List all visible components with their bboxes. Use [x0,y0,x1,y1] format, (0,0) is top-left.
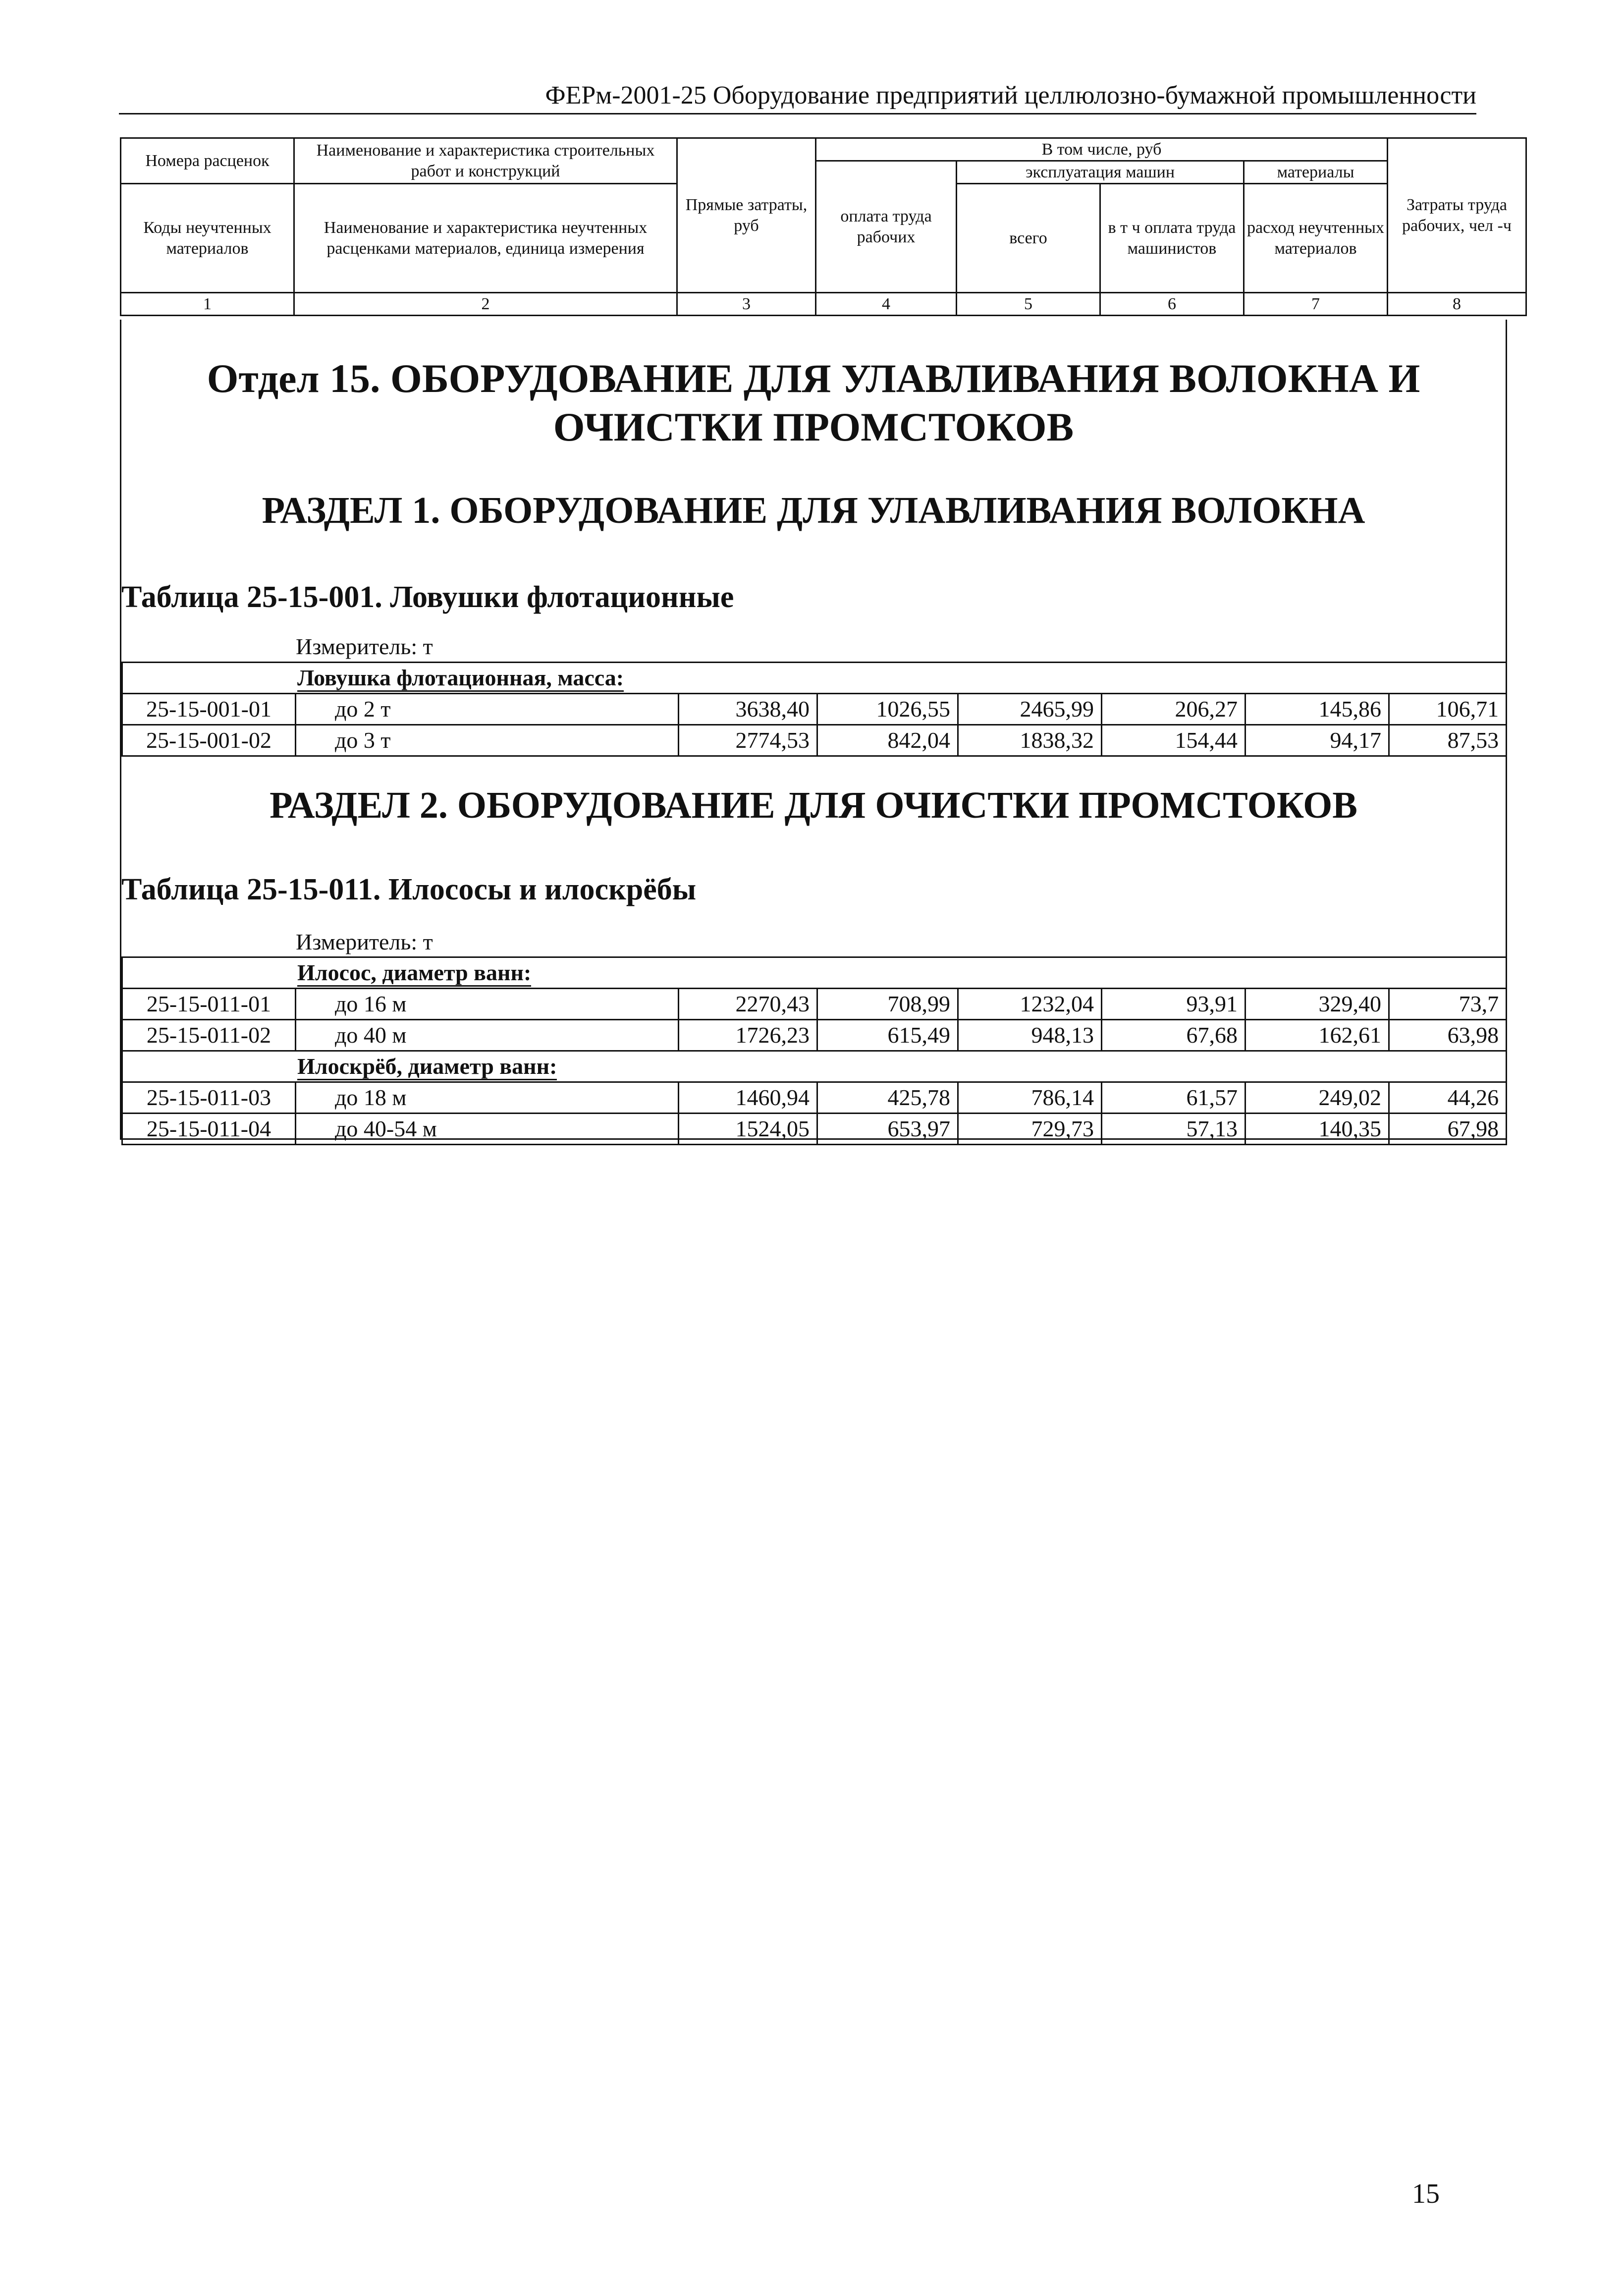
group-label: Илоскрёб, диаметр ванн: [297,1054,557,1080]
col-number: 8 [1388,293,1526,316]
machines-total: 786,14 [958,1082,1102,1114]
col-number: 6 [1100,293,1244,316]
table-row [122,989,1507,1020]
labor-pay: 653,97 [817,1114,958,1145]
section1-title: РАЗДЕЛ 1. ОБОРУДОВАНИЕ ДЛЯ УЛАВЛИВАНИЯ ВОЛОКНА [262,490,1365,531]
operators-pay: 93,91 [1102,989,1245,1020]
table1-measure: Измеритель: т [296,634,433,659]
table-row [122,1020,1507,1051]
labor-hours: 44,26 [1389,1082,1507,1114]
header-labor-pay: оплата труда рабочих [816,161,957,293]
header-unaccounted-codes: Коды неучтенных материалов [121,184,294,293]
header-machine-operation: эксплуатация машин [957,161,1244,184]
rate-name: до 3 т [296,725,679,756]
header-including: В том числе, руб [816,138,1388,161]
table-group-row [122,957,1507,989]
column-header-table [120,137,1527,316]
direct-cost: 1726,23 [679,1020,817,1051]
table-group-row [122,663,1507,694]
rate-name: до 2 т [296,694,679,725]
rate-name: до 16 м [296,989,679,1020]
header-labor-costs: Затраты труда рабочих, чел -ч [1388,138,1526,293]
table1-title: Таблица 25-15-001. Ловушки флотационные [121,580,734,614]
header-machines-total: всего [957,184,1100,293]
labor-hours: 73,7 [1389,989,1507,1020]
group-label: Ловушка флотационная, масса: [297,665,624,692]
materials: 329,40 [1245,989,1389,1020]
labor-hours: 106,71 [1389,694,1507,725]
labor-pay: 708,99 [817,989,958,1020]
header-direct-costs: Прямые затраты, руб [677,138,816,293]
rate-code: 25-15-011-02 [122,1020,296,1051]
section2-title: РАЗДЕЛ 2. ОБОРУДОВАНИЕ ДЛЯ ОЧИСТКИ ПРОМСТОКОВ [270,784,1357,826]
labor-pay: 842,04 [817,725,958,756]
labor-pay: 425,78 [817,1082,958,1114]
machines-total: 729,73 [958,1114,1102,1145]
table2-title: Таблица 25-15-011. Илососы и илоскрёбы [121,873,697,906]
operators-pay: 206,27 [1102,694,1245,725]
col-number: 4 [816,293,957,316]
machines-total: 1838,32 [958,725,1102,756]
operators-pay: 67,68 [1102,1020,1245,1051]
rate-code: 25-15-011-04 [122,1114,296,1145]
header-unaccounted-name: Наименование и характеристика неучтенных расценками материалов, единица измерения [294,184,677,293]
direct-cost: 2270,43 [679,989,817,1020]
header-materials: материалы [1244,161,1388,184]
rate-name: до 18 м [296,1082,679,1114]
col-number: 2 [294,293,677,316]
division-title: Отдел 15. ОБОРУДОВАНИЕ ДЛЯ УЛАВЛИВАНИЯ ВОЛОКНА И ОЧИСТКИ ПРОМСТОКОВ [207,356,1420,449]
machines-total: 1232,04 [958,989,1102,1020]
header-rate-numbers: Номера расценок [121,138,294,184]
materials: 249,02 [1245,1082,1389,1114]
col-number: 5 [957,293,1100,316]
direct-cost: 1524,05 [679,1114,817,1145]
rate-code: 25-15-011-01 [122,989,296,1020]
labor-hours: 87,53 [1389,725,1507,756]
group-label: Илосос, диаметр ванн: [297,960,531,987]
machines-total: 2465,99 [958,694,1102,725]
col-number: 3 [677,293,816,316]
table2 [121,956,1507,1145]
machines-total: 948,13 [958,1020,1102,1051]
table-row [122,725,1507,756]
rate-code: 25-15-001-02 [122,725,296,756]
operators-pay: 154,44 [1102,725,1245,756]
running-header: ФЕРм-2001-25 Оборудование предприятий целлюлозно-бумажной промышленности [119,78,1476,114]
rate-name: до 40 м [296,1020,679,1051]
content-box [120,320,1507,1140]
operators-pay: 61,57 [1102,1082,1245,1114]
labor-hours: 63,98 [1389,1020,1507,1051]
header-operators-pay: в т ч оплата труда машинистов [1100,184,1244,293]
labor-pay: 615,49 [817,1020,958,1051]
col-number: 1 [121,293,294,316]
table-group-row [122,1051,1507,1082]
table-row [122,1082,1507,1114]
table1 [121,662,1507,757]
header-work-name: Наименование и характеристика строительных работ и конструкций [294,138,677,184]
header-unaccounted-materials: расход неучтенных материалов [1244,184,1388,293]
table2-measure: Измеритель: т [296,929,433,954]
direct-cost: 2774,53 [679,725,817,756]
labor-pay: 1026,55 [817,694,958,725]
direct-cost: 3638,40 [679,694,817,725]
direct-cost: 1460,94 [679,1082,817,1114]
rate-name: до 40-54 м [296,1114,679,1145]
rate-code: 25-15-011-03 [122,1082,296,1114]
materials: 162,61 [1245,1020,1389,1051]
page-number: 15 [1412,2178,1440,2209]
labor-hours: 67,98 [1389,1114,1507,1145]
table-row [122,694,1507,725]
rate-code: 25-15-001-01 [122,694,296,725]
col-number: 7 [1244,293,1388,316]
materials: 140,35 [1245,1114,1389,1145]
materials: 94,17 [1245,725,1389,756]
materials: 145,86 [1245,694,1389,725]
table-row [122,1114,1507,1145]
operators-pay: 57,13 [1102,1114,1245,1145]
